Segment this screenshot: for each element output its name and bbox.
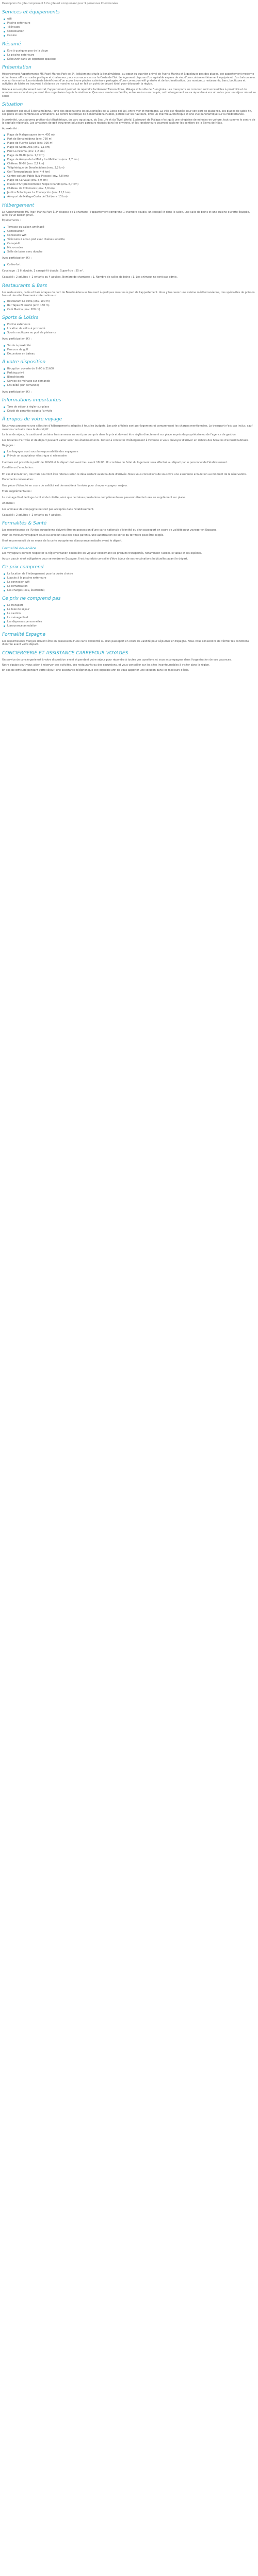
restaurants-text: Les restaurants, cafés et bars à tapas du port de Benalmádena se trouvent à quelques minutes à pied de l'appartement. Vous y trouverez une cuisine méditerranéenne, des spécialités de poisson frais et des établissements internationaux. <box>2 291 255 298</box>
conciergerie-paragraph: Notre équipe peut vous aider à réserver des activités, des restaurants ou des excursions, et vous conseiller sur les sites incontournables à visiter dans la région. <box>2 663 210 667</box>
ne-comprend-item: Les dépenses personnelles <box>3 620 256 623</box>
bagages-label: Bagages : <box>2 444 15 448</box>
sport-paid-item: Tennis à proximité <box>3 344 256 347</box>
equipment-item: Canapé-lit <box>3 242 256 245</box>
douane-paragraph: Aucun vaccin n'est obligatoire pour se rendre en Espagne. Il est toutefois conseillé d'être à jour de ses vaccinations habituelles avant le départ. <box>2 557 188 561</box>
sports-list <box>3 323 256 334</box>
formalites-paragraph: Les ressortissants de l'Union européenne doivent être en possession d'une carte nationale d'identité ou d'un passeport en cours de validité pour voyager en Espagne. <box>2 528 217 532</box>
comprend-item: La climatisation <box>3 585 256 588</box>
ne-comprend-item: La caution <box>3 612 256 615</box>
sport-item: Sports nautiques au port de plaisance <box>3 331 256 334</box>
situation-title: Situation <box>2 102 23 108</box>
place-item: Plage de Fuente Salud (env. 900 m) <box>3 142 256 145</box>
sports-title: Sports & Loisirs <box>2 315 39 320</box>
disposition-list <box>3 367 256 387</box>
place-item: Téléphérique de Benalmádena (env. 3,2 km) <box>3 166 256 170</box>
place-item: Château de Colomares (env. 7,9 km) <box>3 187 256 190</box>
douane-title: Formalité douanière <box>2 546 36 551</box>
douane-body <box>2 552 256 561</box>
equip-label: Équipements : <box>2 219 21 223</box>
services-list <box>3 18 256 37</box>
presentation-paragraph: Hébergement Appartements MS Pearl Marina Park se 2*. Idéalement située à Benalmádena, au cœur du quartier animé de Puerto Marina et à quelques pas des plages, cet appartement moderne et lumineux offre un cadre pratique et chaleureux pour vos vacances sur la Costa del Sol. Le logement dispose d'un agréable espace de vie, d'une cuisine entièrement équipée et d'un balcon avec vue sur la marina. Les résidents bénéficient d'un accès à une piscine extérieure partagée, d'une connexion wifi gratuite et de la climatisation. Les nombreux restaurants, bars, boutiques et activités de loisirs se trouvent à distance de marche, ce qui en fait un point de départ idéal pour découvrir la région. <box>2 73 256 86</box>
important-item: Dépôt de garantie exigé à l'arrivée <box>3 410 256 413</box>
restaurant-item: Café Marina (env. 200 m) <box>3 308 256 311</box>
capacity-text: Capacité : 2 adultes + 2 enfants ou 4 adultes. Nombre de chambres : 1. Nombre de salles de bains : 1. Les animaux ne sont pas admis. <box>2 276 178 279</box>
place-item: Jardins Botaniques La Concepción (env. 11,1 km) <box>3 191 256 194</box>
sports-paid-list <box>3 344 256 355</box>
bagages-list <box>3 450 256 457</box>
extra-list <box>3 263 256 266</box>
service-item: Climatisation <box>3 30 256 33</box>
equipment-item: Micro-ondes <box>3 246 256 249</box>
presentation-paragraph: Grâce à son emplacement central, l'appartement permet de rejoindre facilement Torremolinos, Málaga et la ville de Fuengirola. Les transports en commun sont accessibles à proximité et de nombreuses excursions peuvent être organisées depuis la résidence. Que vous veniez en famille, entre amis ou en couple, cet hébergement saura répondre à vos attentes pour un séjour réussi au soleil. <box>2 88 256 98</box>
place-item: Aéroport de Málaga-Costa del Sol (env. 13 km) <box>3 195 256 198</box>
formalite-espagne-title: Formalité Espagne <box>2 632 46 637</box>
bagage-item: Prévoir un adaptateur électrique si nécessaire <box>3 454 256 457</box>
place-item: Centre culturel Pablo Ruiz Picasso (env. 4,8 km) <box>3 175 256 178</box>
formalite-espagne-text: Les ressortissants français doivent être en possession d'une carte d'identité ou d'un passeport en cours de validité pour séjourner en Espagne. Nous vous conseillons de vérifier les conditions d'entrée avant votre départ. <box>2 639 249 647</box>
presentation-body <box>2 73 256 98</box>
place-item: Plage de Malapesquera (env. 450 m) <box>3 133 256 137</box>
conciergerie-paragraph: Un service de conciergerie est à votre disposition avant et pendant votre séjour pour répondre à toutes vos questions et vous accompagner dans l'organisation de vos vacances. <box>2 658 232 662</box>
formalites-paragraph: Pour les mineurs voyageant seuls ou avec un seul des deux parents, une autorisation de sortie du territoire peut être exigée. <box>2 534 164 537</box>
formalites-body <box>2 529 256 543</box>
resume-item: Être à quelques pas de la plage <box>3 49 256 53</box>
conciergerie-paragraph: En cas de difficulté pendant votre séjour, une assistance téléphonique est joignable afin de vous apporter une solution dans les meilleurs délais. <box>2 669 189 672</box>
voyage-body <box>2 425 256 442</box>
place-item: Château Bil-Bil (env. 2,2 km) <box>3 162 256 165</box>
important-title: Informations importantes <box>2 398 61 403</box>
restaurant-item: Bar Tapas El Puerto (env. 150 m) <box>3 304 256 307</box>
fees-text: Le ménage final, le linge de lit et de toilette, ainsi que certaines prestations complémentaires peuvent être facturés en supplément sur place. <box>2 496 186 500</box>
service-item: Télévision <box>3 26 256 29</box>
disposition-title: À votre disposition <box>2 360 46 365</box>
ne-comprend-item: Le ménage final <box>3 616 256 619</box>
disposition-item: Service de ménage sur demande <box>3 380 256 383</box>
conciergerie-title: CONCIERGERIE ET ASSISTANCE CARREFOUR VOYAGES <box>2 650 128 656</box>
comprend-item: L'accès à la piscine extérieure <box>3 577 256 580</box>
equipment-item: Salle de bains avec douche <box>3 250 256 253</box>
animals-label: Animaux : <box>2 501 15 505</box>
resume-list <box>3 49 256 61</box>
voyage-paragraph: La taxe de séjour, la caution et certains frais annexes ne sont pas compris dans le prix et doivent être réglés directement sur place auprès du propriétaire ou de l'agence de gestion. <box>2 433 237 437</box>
place-item: Plage de Arroyo de la Miel y los Melilleros (env. 1,7 km) <box>3 158 256 161</box>
places-list <box>3 133 256 198</box>
ne-comprend-item: L'assurance annulation <box>3 624 256 628</box>
fees-label: Frais supplémentaires : <box>2 489 33 493</box>
ne-comprend-item: La taxe de séjour <box>3 608 256 611</box>
place-item: Musée d'Art précolombien Felipe Orlando (env. 6,7 km) <box>3 183 256 186</box>
important-list <box>3 405 256 413</box>
disposition-item: Réception ouverte de 9h00 à 21h00 <box>3 367 256 370</box>
voyage-title: À propos de votre voyage <box>2 417 62 422</box>
disposition-item: Blanchisserie <box>3 376 256 379</box>
adults-text: Capacité : 2 adultes + 2 enfants ou 4 adultes. <box>2 513 62 517</box>
service-item: Cuisine <box>3 34 256 37</box>
comprend-title: Ce prix comprend <box>2 564 44 570</box>
check-text: L'arrivée est possible à partir de 16h00 et le départ doit avoir lieu avant 10h00. Un contrôle de l'état du logement sera effectué au départ par le personnel de l'établissement. <box>2 461 228 464</box>
place-item: Parc La Paloma (env. 1,2 km) <box>3 150 256 153</box>
service-item: Piscine extérieure <box>3 22 256 25</box>
service-item: wifi <box>3 18 256 21</box>
equipment-item: Connexion Wifi <box>3 234 256 237</box>
bagage-item: Les bagages sont sous la responsabilité des voyageurs <box>3 450 256 453</box>
ne-comprend-list <box>3 604 256 628</box>
douane-paragraph: Les voyageurs doivent respecter la réglementation douanière en vigueur concernant les produits transportés, notamment l'alcool, le tabac et les espèces. <box>2 552 202 555</box>
voyage-paragraph: Nous vous proposons une sélection d'hébergements adaptés à tous les budgets. Les prix affichés sont par logement et comprennent les charges mentionnées. Le transport n'est pas inclus, sauf mention contraire dans le descriptif. <box>2 425 253 431</box>
restaurants-title: Restaurants & Bars <box>2 283 47 289</box>
formalites-paragraph: Il est recommandé de se munir de la carte européenne d'assurance maladie avant le départ. <box>2 539 122 543</box>
disposition-item: Lits bébé (sur demande) <box>3 384 256 387</box>
cancel-text: En cas d'annulation, des frais pourront être retenus selon le délai restant avant la date d'arrivée. Nous vous conseillons de souscrire une assurance annulation au moment de la réservation. <box>2 472 247 476</box>
place-item: Plage de Carvajal (env. 5,9 km) <box>3 179 256 182</box>
equipment-item: Climatisation <box>3 230 256 233</box>
hebergement-title: Hébergement <box>2 202 35 208</box>
docs-label: Documents nécessaires : <box>2 478 35 482</box>
comprend-item: La location de l'hébergement pour la durée choisie <box>3 572 256 575</box>
restaurant-item: Restaurant La Perla (env. 100 m) <box>3 300 256 303</box>
resume-title: Résumé <box>2 41 21 47</box>
sport-item: Piscine extérieure <box>3 323 256 326</box>
place-item: Plage de Santa Ana (env. 1,1 km) <box>3 146 256 149</box>
intro-text: Description Ce gite comprenant 1 Ce gite est comprenant pour 9 personnes Coordonnées <box>2 2 118 5</box>
sport-paid-item: Parcours de golf <box>3 348 256 351</box>
equipments-list <box>3 226 256 253</box>
place-item: Golf Torrequebrada (env. 4,4 km) <box>3 171 256 174</box>
resume-item: La piscine extérieure <box>3 54 256 57</box>
situation-paragraph: À proximité, vous pourrez profiter du téléphérique, du parc aquatique, du Sea Life et du Tivoli World. L'aéroport de Málaga n'est qu'à une vingtaine de minutes en voiture, tout comme le centre de la capitale régionale. Les amateurs de golf trouveront plusieurs parcours réputés dans les environs, et les randonneurs pourront explorer les sentiers de la Sierra de Mijas. <box>2 118 255 125</box>
important-item: Taxe de séjour à régler sur place <box>3 405 256 409</box>
equipment-item: Terrasse ou balcon aménagé <box>3 226 256 229</box>
extra-item: Coffre-fort <box>3 263 256 266</box>
sport-paid-item: Excursions en bateau <box>3 352 256 355</box>
proximity-label: À proximité : <box>2 127 19 130</box>
equipment-item: Télévision à écran plat avec chaînes satellite <box>3 238 256 241</box>
hebergement-text: Le Appartements MS Pearl Marina Park à 2* dispose de 1 chambre : l'appartement comprend 1 chambre double, un canapé-lit dans le salon, une salle de bains et une cuisine ouverte équipée, ainsi qu'un balcon privé. <box>2 210 250 217</box>
comprend-item: La connexion wifi <box>3 581 256 584</box>
ne-comprend-item: Le transport <box>3 604 256 607</box>
comprend-item: Les charges (eau, électricité) <box>3 589 256 592</box>
sport-item: Location de vélos à proximité <box>3 327 256 330</box>
situation-paragraph: Le logement est situé à Benalmádena, l'une des destinations les plus prisées de la Costa del Sol, entre mer et montagne. La ville est réputée pour son port de plaisance, ses plages de sable fin, ses parcs et ses nombreuses animations. Le centre historique de Benalmádena Pueblo, perché sur les hauteurs, offre un charme authentique et une vue panoramique sur la Méditerranée. <box>2 110 252 116</box>
resume-item: Découvrir dans un logement spacieux <box>3 58 256 61</box>
formalites-title: Formalités & Santé <box>2 520 47 526</box>
cancel-label: Conditions d'annulation : <box>2 466 35 470</box>
place-item: Port de Benalmádena (env. 750 m) <box>3 138 256 141</box>
services-title: Services et équipements <box>2 10 60 15</box>
comprend-list <box>3 572 256 592</box>
situation-body <box>2 110 256 125</box>
sports-paid-label: Avec participation (€) : <box>2 337 32 341</box>
place-item: Plage de Bil-Bil (env. 1,7 km) <box>3 154 256 157</box>
presentation-title: Présentation <box>2 65 31 71</box>
animals-text: Les animaux de compagnie ne sont pas acceptés dans l'établissement. <box>2 508 94 512</box>
ne-comprend-title: Ce prix ne comprend pas <box>2 596 61 602</box>
disposition-item: Parking privé <box>3 371 256 375</box>
voyage-paragraph: Les horaires d'arrivée et de départ peuvent varier selon les établissements. Pensez à contacter l'hébergement à l'avance si vous prévoyez d'arriver en dehors des horaires d'accueil habituels. <box>2 438 250 442</box>
page <box>2 2 256 672</box>
final-paid-label: Avec participation (€) : <box>2 390 32 394</box>
paid-label: Avec participation (€) : <box>2 257 32 260</box>
docs-text: Une pièce d'identité en cours de validité est demandée à l'arrivée pour chaque voyageur majeur. <box>2 484 128 488</box>
conciergerie-body <box>2 658 256 672</box>
restaurants-list <box>3 300 256 311</box>
couchage-text: Couchage : 1 lit double, 1 canapé-lit double. Superficie : 55 m². <box>2 269 84 273</box>
